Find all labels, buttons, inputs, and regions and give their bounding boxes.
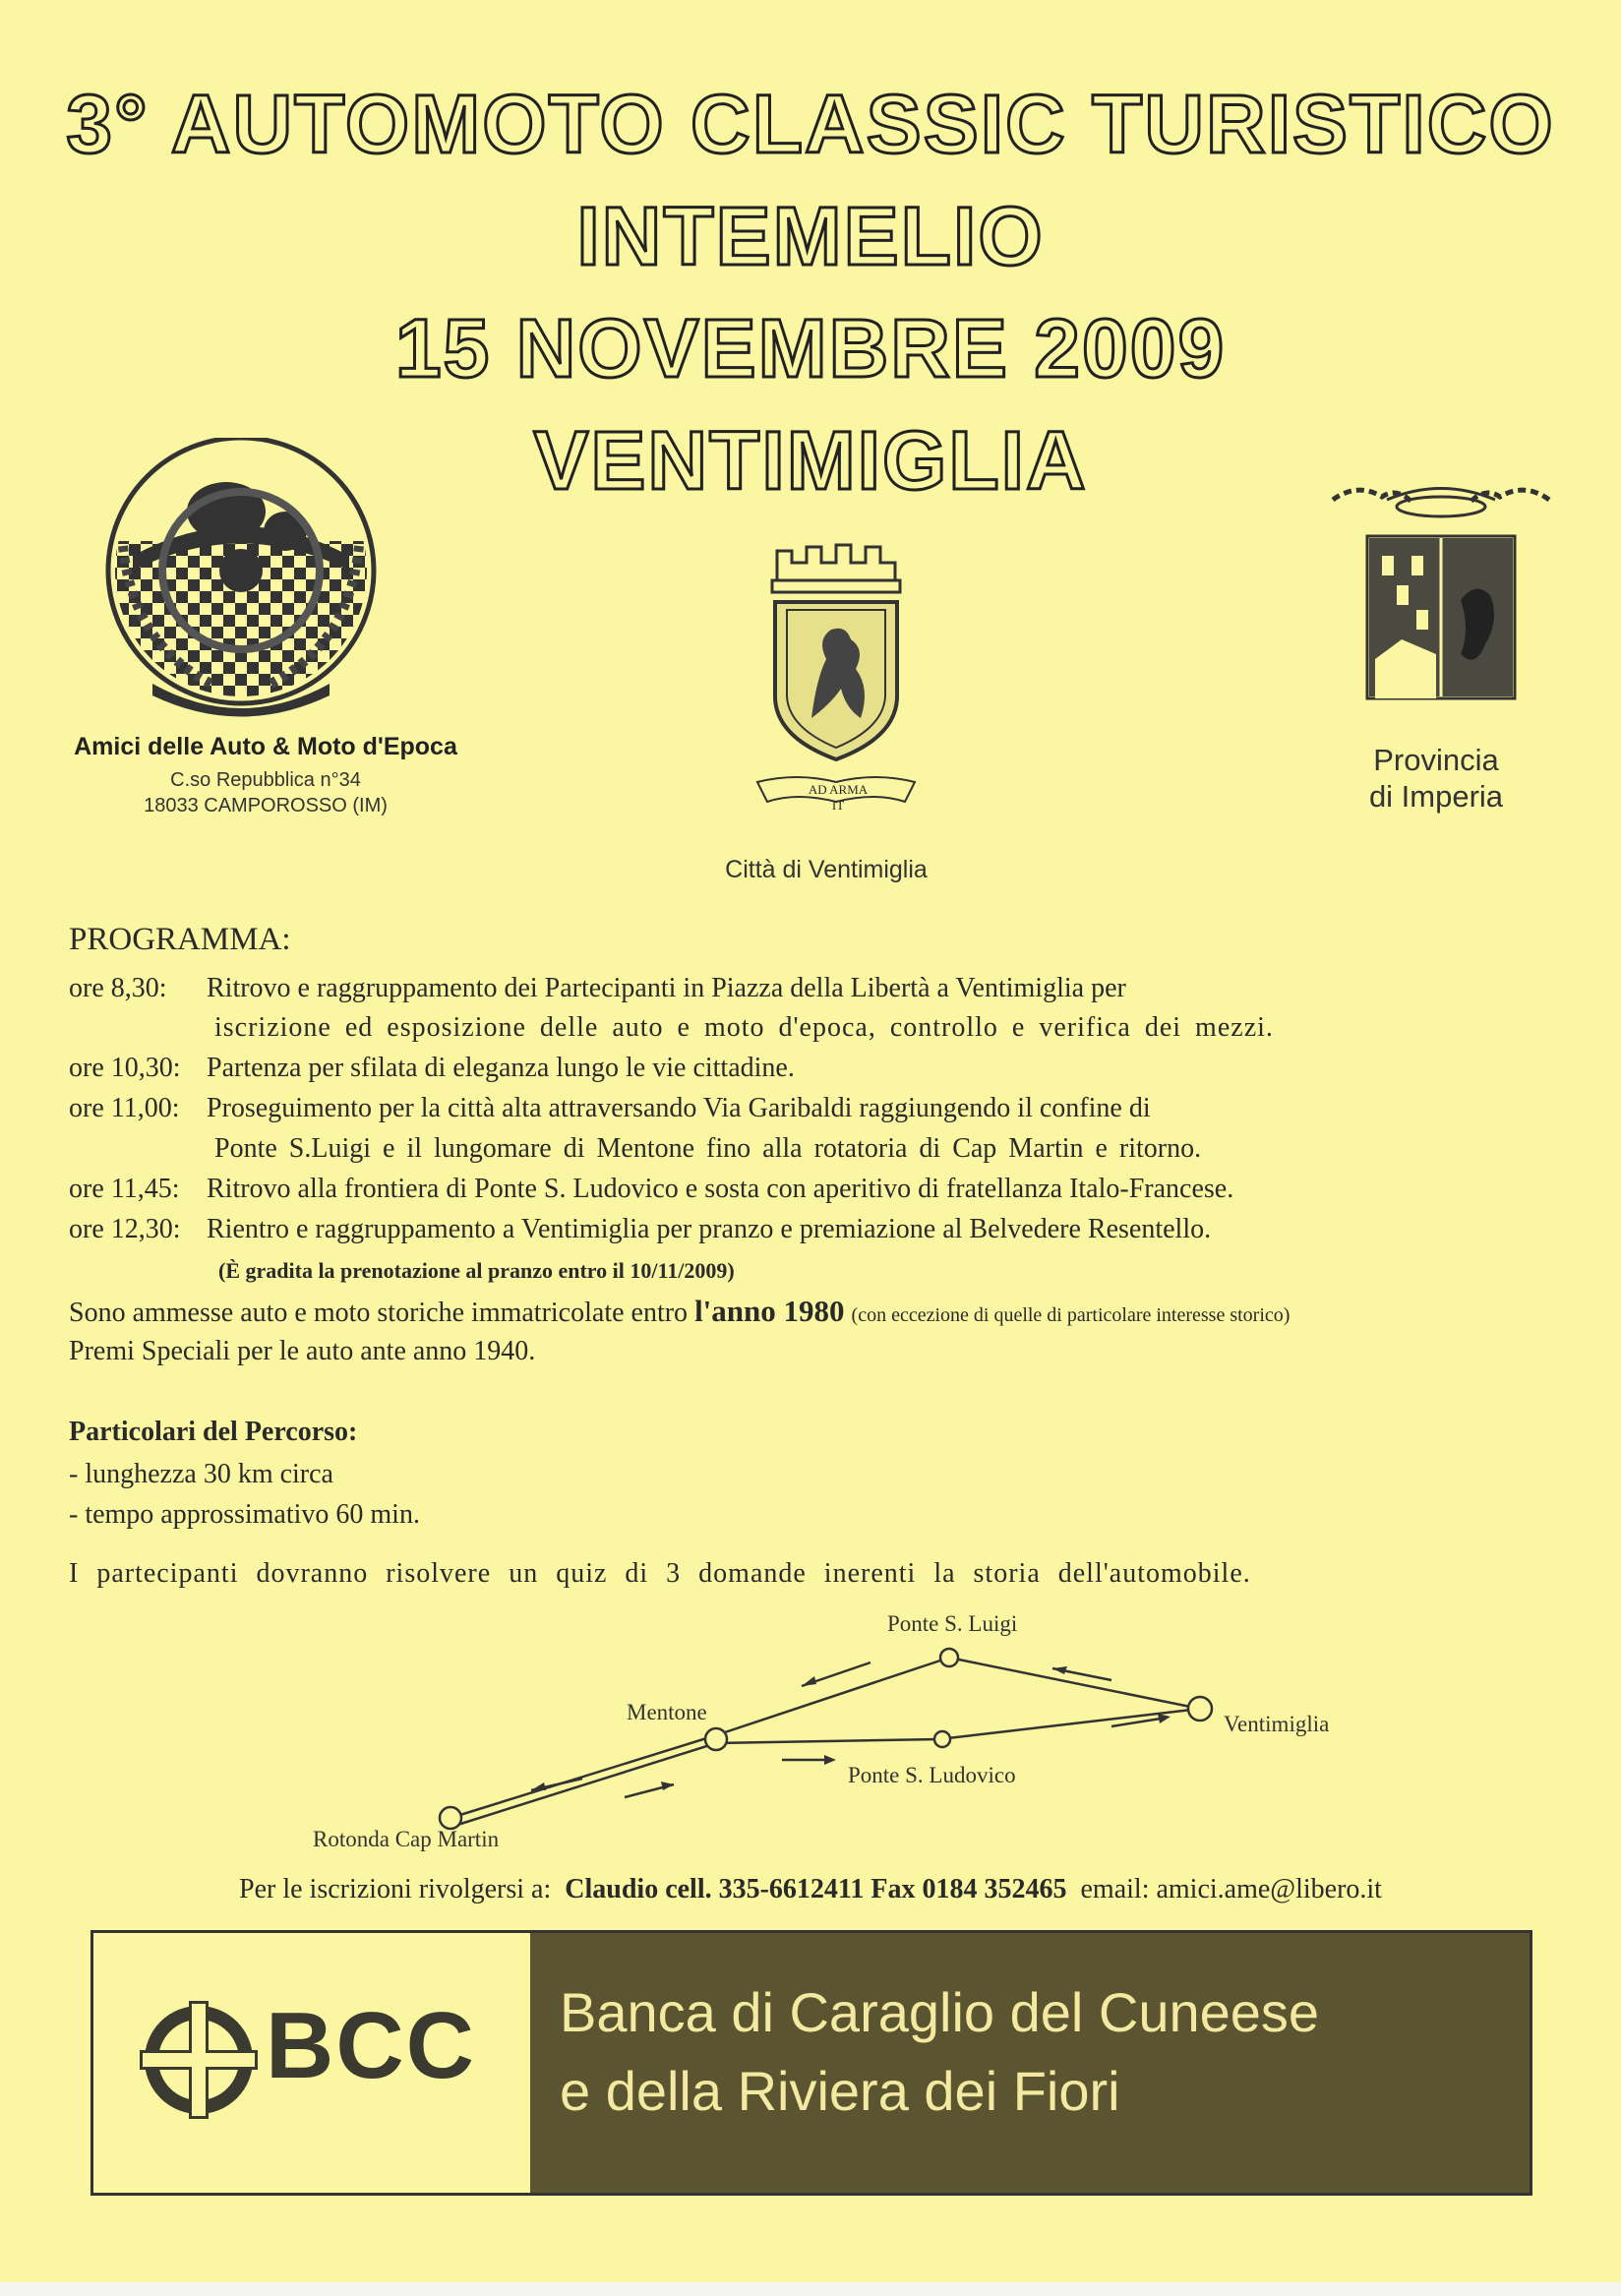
bcc-logo-icon xyxy=(135,1996,263,2124)
province-line-1: Provincia xyxy=(1373,743,1499,777)
route-map xyxy=(433,1633,1220,1840)
scan-margin xyxy=(0,2282,1621,2296)
bcc-logo-text: BCC xyxy=(266,1993,476,2098)
province-crest-icon xyxy=(1328,472,1554,718)
programme-continuation: Ponte S.Luigi e il lungomare di Mentone fino alla rotatoria di Cap Martin e ritorno. xyxy=(214,1133,1202,1164)
programme-text: Ritrovo e raggruppamento dei Partecipanti in Piazza della Libertà a Ventimiglia per xyxy=(207,973,1126,1003)
programme-item xyxy=(69,1089,1151,1128)
club-logo-icon xyxy=(93,438,389,723)
admission-lead: Sono ammesse auto e moto storiche immatricolate entro xyxy=(69,1298,689,1328)
programme-continuation: iscrizione ed esposizione delle auto e moto d'epoca, controllo e verifica dei mezzi. xyxy=(214,1012,1274,1043)
route-time: - tempo approssimativo 60 min. xyxy=(69,1499,420,1530)
route-heading: Particolari del Percorso: xyxy=(69,1417,358,1447)
programme-time: ore 11,00: xyxy=(69,1093,180,1123)
programme-time: ore 12,30: xyxy=(69,1214,181,1244)
admission-exception: (con eccezione di quelle di particolare interesse storico) xyxy=(851,1304,1291,1326)
programme-time: ore 10,30: xyxy=(69,1053,181,1083)
booking-note: (È gradita la prenotazione al pranzo entro il 10/11/2009) xyxy=(218,1258,735,1283)
organizer-address-city: 18033 CAMPOROSSO (IM) xyxy=(144,795,388,816)
city-crest-icon xyxy=(748,541,925,816)
organizer-name: Amici delle Auto & Moto d'Epoca xyxy=(74,733,457,760)
organizer-address-street: C.so Repubblica n°34 xyxy=(170,769,361,791)
route-length: - lunghezza 30 km circa xyxy=(69,1459,333,1489)
contact-line xyxy=(0,1874,1621,1905)
programme-text: Ritrovo alla frontiera di Ponte S. Ludovico e sosta con aperitivo di fratellanza Italo-Francese. xyxy=(207,1174,1234,1204)
title-line-3: 15 NOVEMBRE 2009 xyxy=(394,302,1227,394)
sponsor-banner xyxy=(90,1930,1532,2196)
city-name: Città di Ventimiglia xyxy=(725,856,928,883)
admission-year: l'anno 1980 xyxy=(694,1294,845,1328)
city-motto: AD ARMA IT xyxy=(808,782,869,813)
programme-item xyxy=(69,1049,795,1088)
programme-text: Proseguimento per la città alta attraversando Via Garibaldi raggiungendo il confine di xyxy=(207,1093,1151,1123)
title-line-1: 3° AUTOMOTO CLASSIC TURISTICO xyxy=(66,78,1555,170)
programme-item xyxy=(69,1170,1233,1209)
map-label-ventimiglia: Ventimiglia xyxy=(1224,1712,1330,1736)
contact-lead: Per le iscrizioni rivolgersi a: xyxy=(239,1874,552,1904)
programme-text: Rientro e raggruppamento a Ventimiglia per pranzo e premiazione al Belvedere Resentello. xyxy=(207,1214,1212,1244)
sponsor-name-line-2: e della Riviera dei Fiori xyxy=(560,2060,1120,2122)
sponsor-name-panel xyxy=(530,1933,1530,2193)
map-label-ponte-s-ludovico: Ponte S. Ludovico xyxy=(848,1763,1016,1787)
programme-time: ore 11,45: xyxy=(69,1174,180,1204)
map-label-mentone: Mentone xyxy=(627,1700,707,1724)
programme-heading: PROGRAMMA: xyxy=(69,922,291,957)
contact-email: email: amici.ame@libero.it xyxy=(1080,1874,1382,1904)
programme-item xyxy=(69,1210,1211,1249)
programme-item xyxy=(69,969,1126,1008)
quiz-text: I partecipanti dovranno risolvere un quiz di 3 domande inerenti la storia dell'automobile. xyxy=(69,1558,1251,1589)
map-label-ponte-s-luigi: Ponte S. Luigi xyxy=(887,1611,1018,1636)
province-line-2: di Imperia xyxy=(1368,779,1504,814)
special-prizes: Premi Speciali per le auto ante anno 1940. xyxy=(69,1336,536,1366)
contact-phone: Claudio cell. 335-6612411 Fax 0184 352465 xyxy=(565,1874,1067,1904)
title-line-2: INTEMELIO xyxy=(576,190,1045,282)
sponsor-name-line-1: Banca di Caraglio del Cuneese xyxy=(560,1981,1320,2043)
title-line-4: VENTIMIGLIA xyxy=(533,414,1088,507)
programme-time: ore 8,30: xyxy=(69,973,167,1003)
map-label-rotonda-cap-martin: Rotonda Cap Martin xyxy=(313,1827,500,1851)
admission-text xyxy=(69,1292,1290,1335)
programme-text: Partenza per sfilata di eleganza lungo le vie cittadine. xyxy=(207,1053,795,1083)
